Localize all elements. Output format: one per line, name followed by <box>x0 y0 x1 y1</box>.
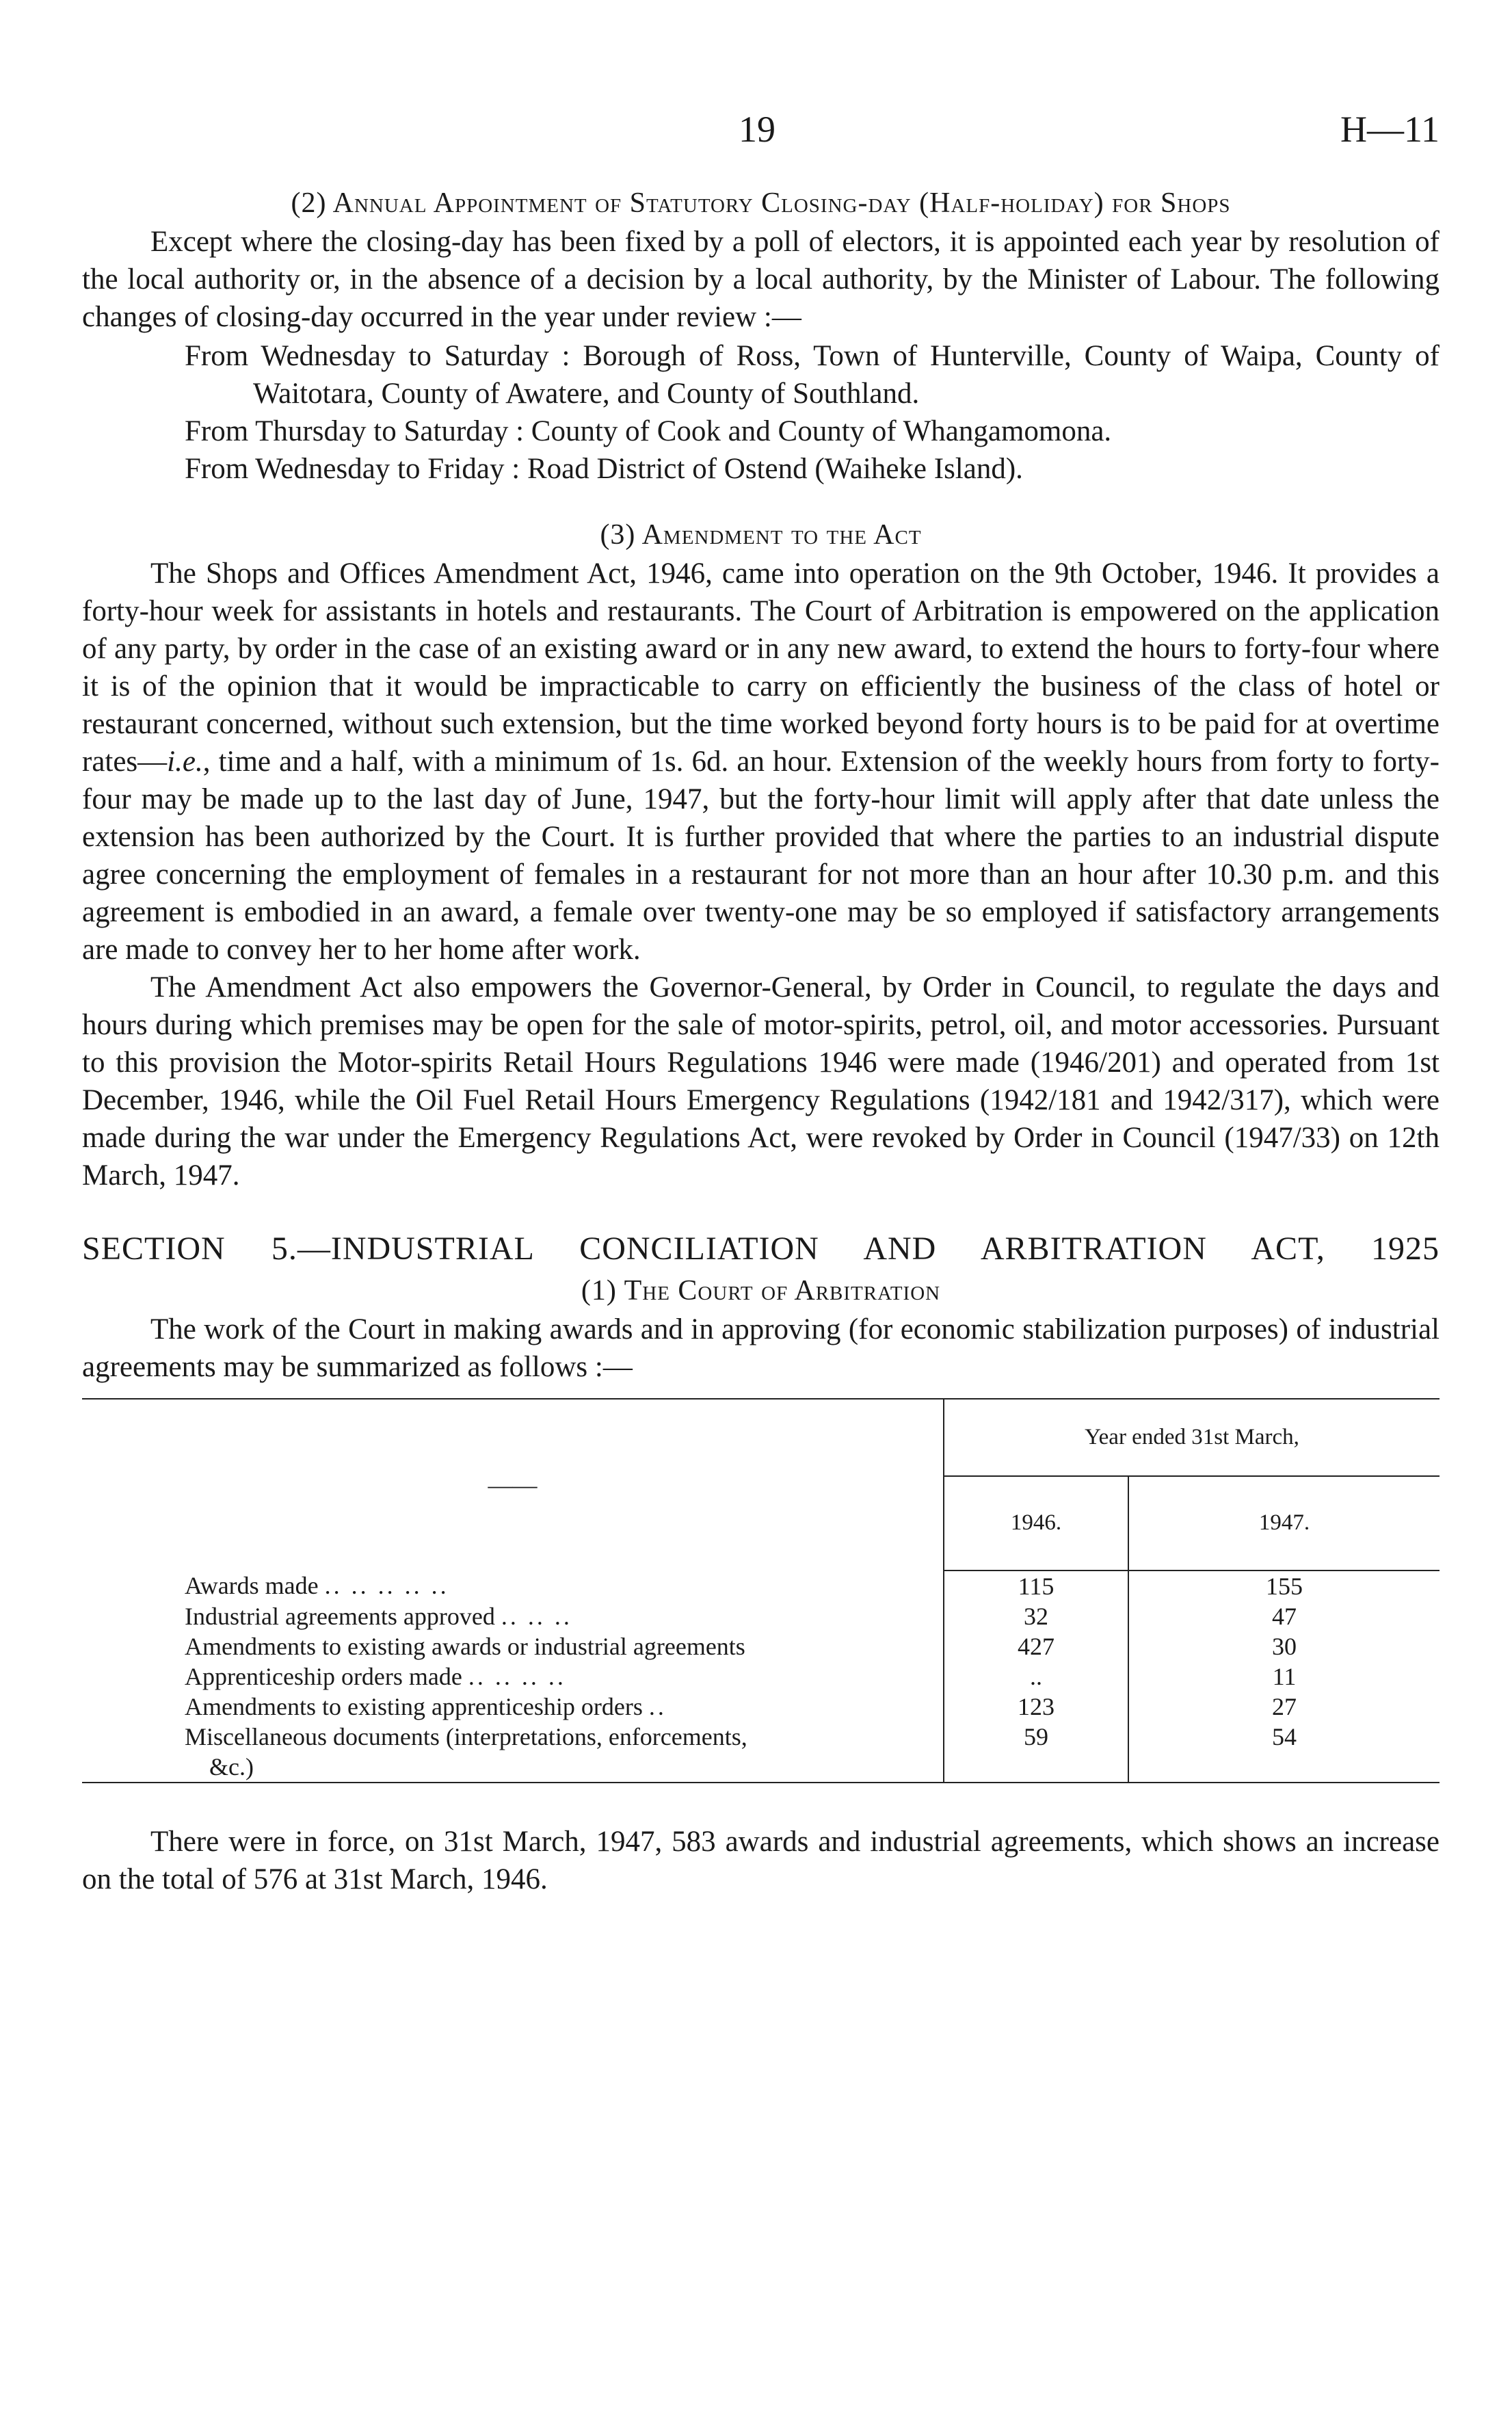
value-1947: 30 <box>1128 1631 1440 1661</box>
row-label: Apprenticeship orders made .. .. .. .. <box>185 1663 566 1690</box>
table-row <box>82 1661 1440 1692</box>
value-1947: 155 <box>1128 1571 1440 1601</box>
year-header-1946: 1946. <box>944 1476 1128 1571</box>
ie-abbreviation: i.e. <box>167 746 203 778</box>
table-stub-header: —— <box>488 1471 538 1499</box>
table-group-header: Year ended 31st March, <box>944 1399 1440 1476</box>
year-header-1947: 1947. <box>1128 1476 1440 1571</box>
table-row <box>82 1722 1440 1783</box>
heading-annual-appointment: (2) Annual Appointment of Statutory Closing-day (Half-holiday) for Shops <box>291 187 1231 219</box>
section-title: SECTION 5.—INDUSTRIAL CONCILIATION AND ARBITRATION ACT, 1925 <box>82 1231 1440 1267</box>
list-item: From Wednesday to Friday : Road District of Ostend (Waiheke Island). <box>185 453 1023 485</box>
row-label-continuation: &c.) <box>209 1753 254 1780</box>
paragraph-closing-day: Except where the closing-day has been fixed by a poll of electors, it is appointed each year by resolution of the local authority or, in the absence of a decision by a local authority, by the Minister of Labour. The following changes of closing-day occurred in the year under review :— <box>82 226 1440 333</box>
page-header <box>82 103 1440 157</box>
paragraph-awards-in-force: There were in force, on 31st March, 1947, 583 awards and industrial agreements, which shows an increase on the total of 576 at 31st March, 1946. <box>82 1826 1440 1895</box>
dot-leaders: .. .. .. <box>501 1603 572 1630</box>
value-1946: 123 <box>944 1692 1128 1722</box>
value-1946: 59 <box>944 1722 1128 1783</box>
paragraph-summary-intro: The work of the Court in making awards and in approving (for economic stabilization purposes) of industrial agreements may be summarized as follows :— <box>82 1313 1440 1383</box>
value-1946: .. <box>944 1661 1128 1692</box>
row-label: Miscellaneous documents (interpretations, enforcements, &c.) <box>82 1722 944 1783</box>
value-1946: 32 <box>944 1601 1128 1631</box>
paragraph-amendment-act <box>82 555 1440 969</box>
table-header-row <box>82 1399 1440 1476</box>
paragraph-text: , time and a half, with a minimum of 1s. 6d. an hour. Extension of the weekly hours from forty to forty-four may be made up to the last day of June, 1947, but the forty-hour limit will apply after that date unless the extension has been authorized by the Court. It is further provided that where the parties to an industrial dispute agree concerning the employment of females in a restaurant for not more than an hour after 10.30 p.m. and this agreement is embodied in an award, a female over twenty-one may be so employed if satisfactory arrangements are made to convey her to her home after work. <box>82 746 1440 966</box>
page-number: 19 <box>739 109 775 150</box>
dot-leaders: .. <box>648 1693 667 1720</box>
value-1947: 27 <box>1128 1692 1440 1722</box>
row-label: Awards made .. .. .. .. .. <box>185 1572 449 1599</box>
value-1946: 115 <box>944 1571 1128 1601</box>
paragraph-text: The Shops and Offices Amendment Act, 1946, came into operation on the 9th October, 1946. It provides a forty-hour week for assistants in hotels and restaurants. The Court of Arbitration is empowered on the application of any party, by order in the case of an existing award or in any new award, to extend the hours to forty-four where it is of the opinion that it would be impracticable to carry on efficiently the business of the class of hotel or restaurant concerned, without such extension, but the time worked beyond forty hours is to be paid for at overtime rates— <box>82 557 1440 778</box>
closing-day-changes-list <box>185 337 1440 488</box>
paragraph-motor-spirits: The Amendment Act also empowers the Governor-General, by Order in Council, to regulate the days and hours during which premises may be open for the sale of motor-spirits, petrol, oil, and motor accessories. Pursuant to this provision the Motor-spirits Retail Hours Regulations 1946 were made (1946/201) and operated from 1st December, 1946, while the Oil Fuel Retail Hours Emergency Regulations (1942/181 and 1942/317), which were made during the war under the Emergency Regulations Act, were revoked by Order in Council (1947/33) on 12th March, 1947. <box>82 971 1440 1192</box>
table-row <box>82 1571 1440 1601</box>
table-row <box>82 1692 1440 1722</box>
value-1947: 54 <box>1128 1722 1440 1783</box>
list-item: From Thursday to Saturday : County of Cook and County of Whangamomona. <box>185 415 1112 447</box>
row-label: Amendments to existing awards or industrial agreements <box>185 1633 745 1660</box>
table-row <box>82 1631 1440 1661</box>
document-reference: H—11 <box>1340 109 1440 150</box>
value-1947: 11 <box>1128 1661 1440 1692</box>
dot-leaders: .. .. .. .. <box>468 1663 566 1690</box>
list-item: From Wednesday to Saturday : Borough of Ross, Town of Hunterville, County of Waipa, County of Waitotara, County of Awatere, and County of Southland. <box>185 340 1440 410</box>
awards-summary-table <box>82 1398 1440 1783</box>
value-1946: 427 <box>944 1631 1128 1661</box>
dot-leaders: .. .. .. .. .. <box>324 1572 449 1599</box>
value-1947: 47 <box>1128 1601 1440 1631</box>
row-label: Amendments to existing apprenticeship orders .. <box>185 1693 667 1720</box>
table-row <box>82 1601 1440 1631</box>
heading-amendment: (3) Amendment to the Act <box>600 519 922 551</box>
heading-court-of-arbitration: (1) The Court of Arbitration <box>581 1275 941 1306</box>
page-body <box>82 183 1440 1898</box>
row-label: Industrial agreements approved .. .. .. <box>185 1603 572 1630</box>
